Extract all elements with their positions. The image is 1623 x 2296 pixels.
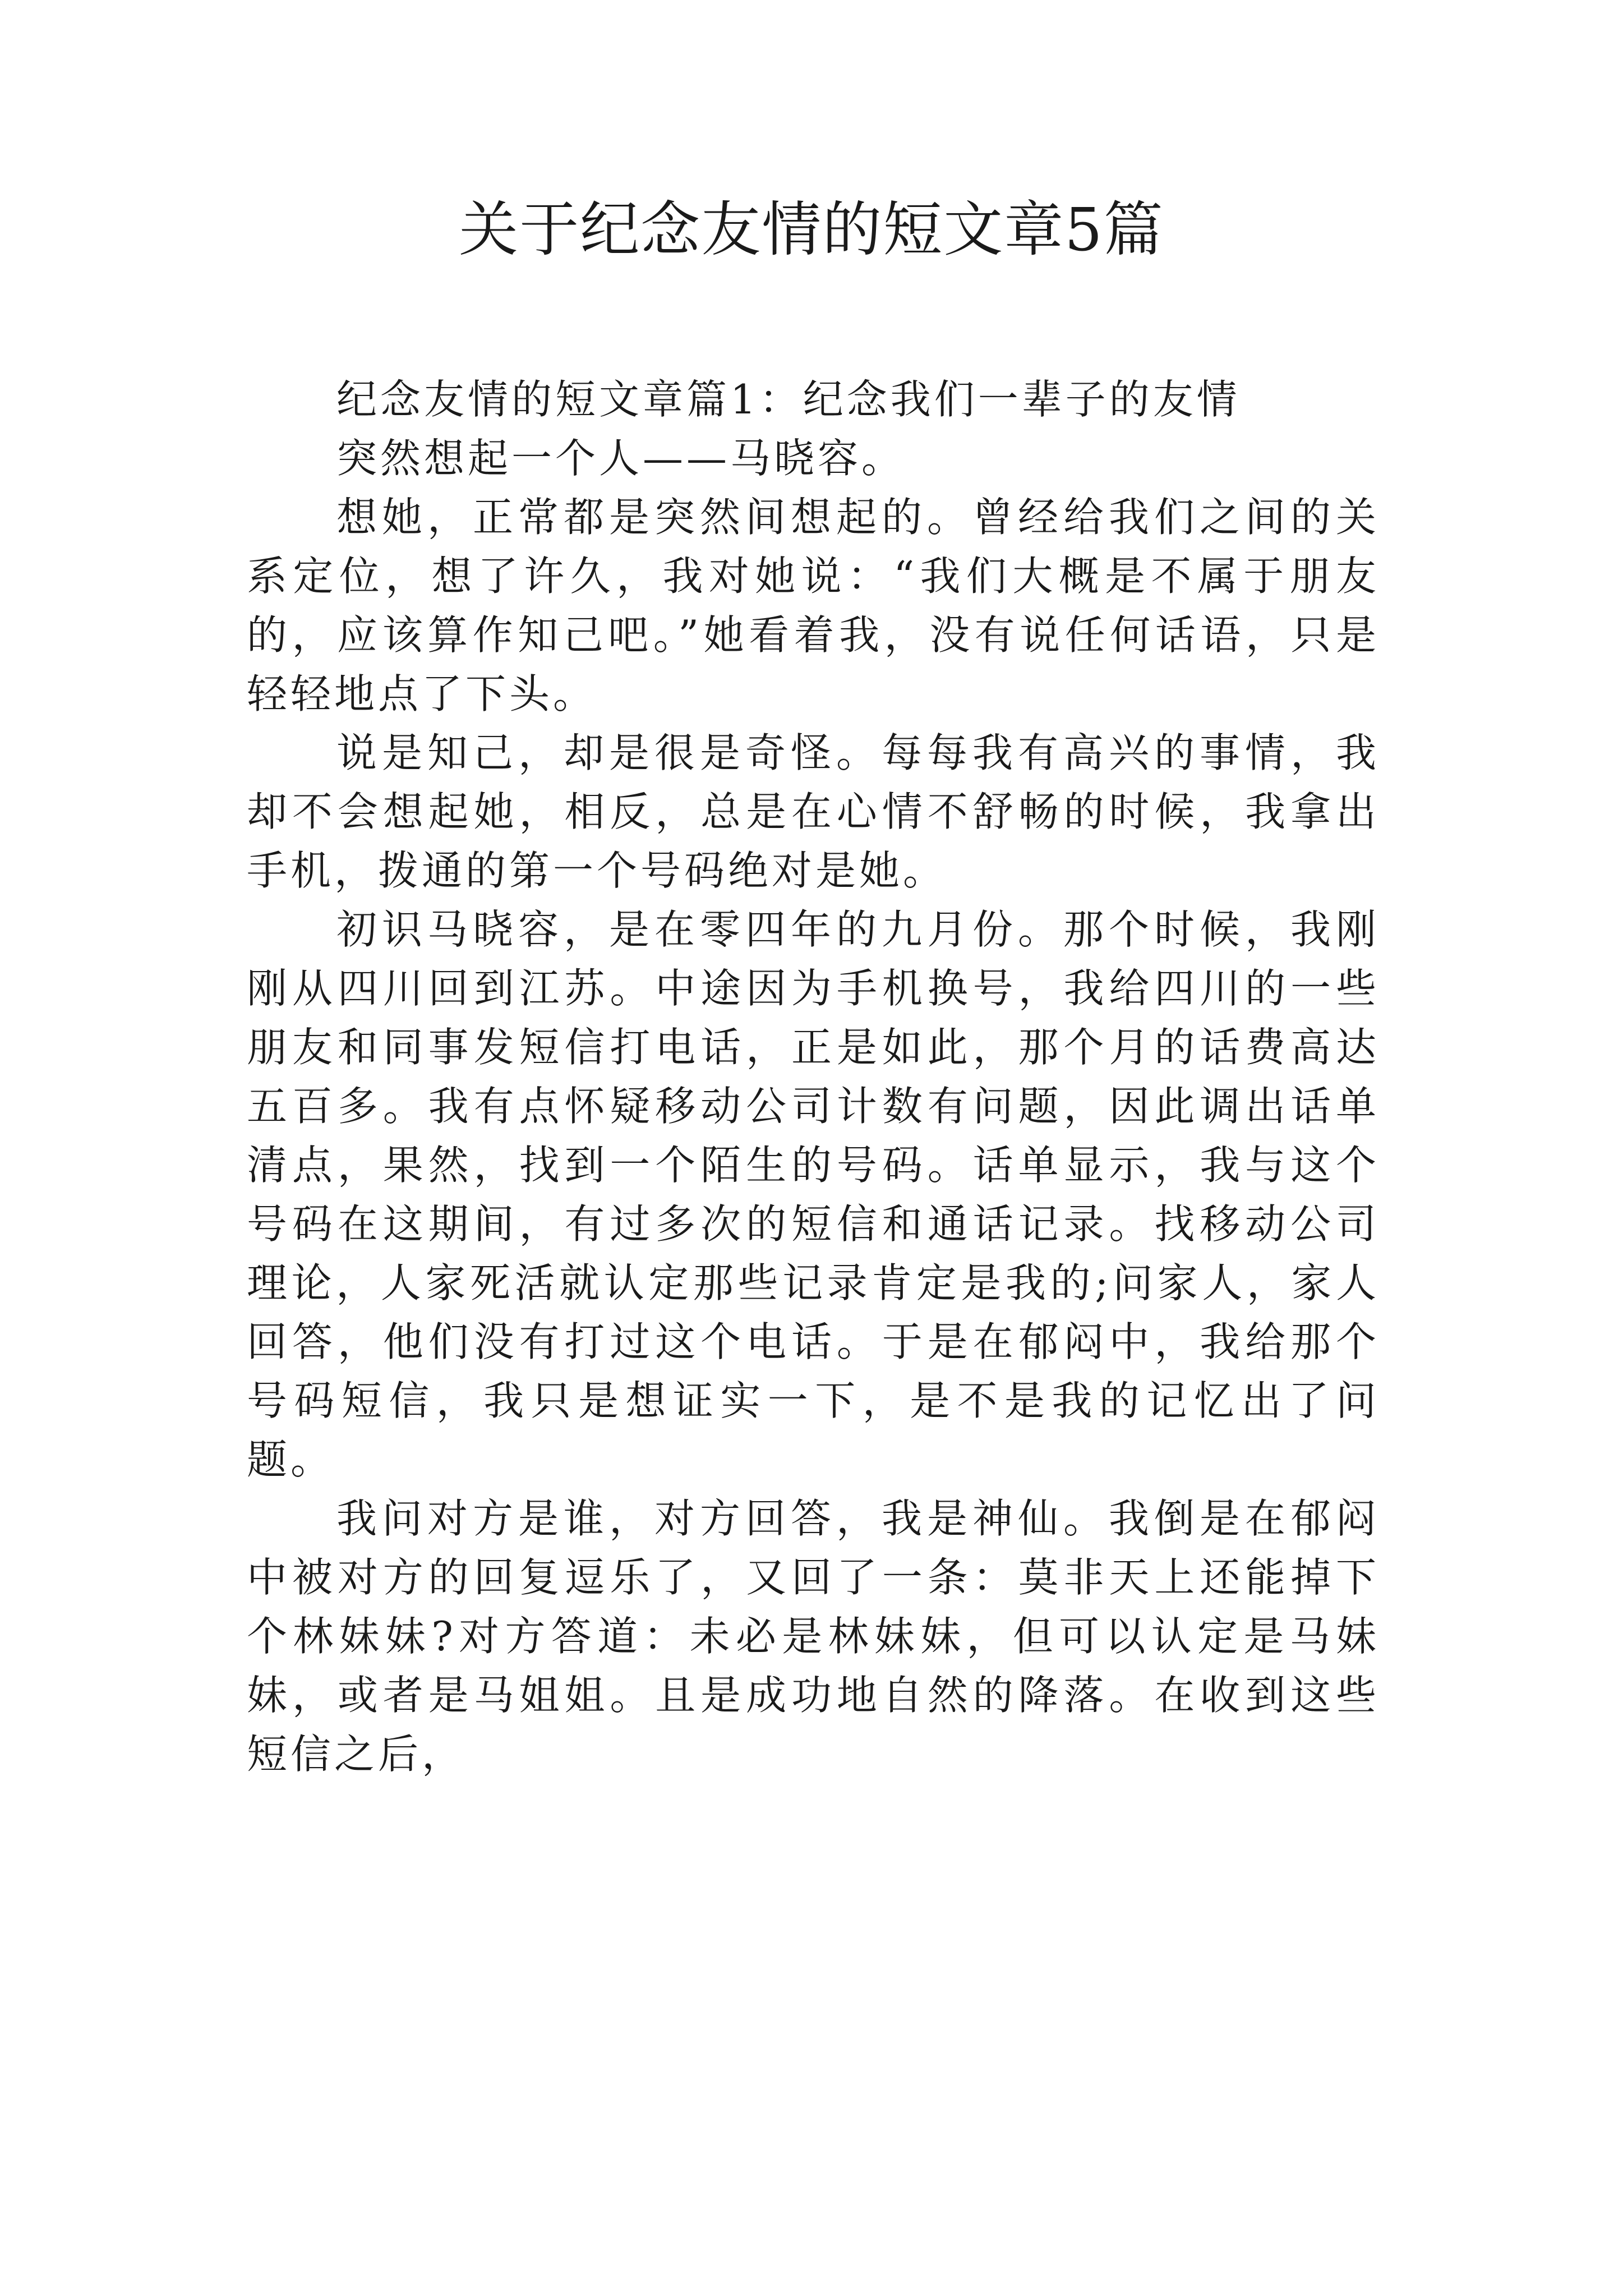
paragraph: 突然想起一个人——马晓容。 bbox=[336, 435, 906, 482]
document-body bbox=[247, 370, 1380, 1784]
paragraph: 想她，正常都是突然间想起的。曾经给我们之间的关系定位，想了许久，我对她说：“我们大概是不属于朋友的，应该算作知己吧。”她看着我，没有说任何话语，只是轻轻地点了下头。 bbox=[247, 494, 1380, 717]
paragraph: 我问对方是谁，对方回答，我是神仙。我倒是在郁闷中被对方的回复逗乐了，又回了一条：莫非天上还能掉下个林妹妹?对方答道：未必是林妹妹，但可以认定是马妹妹，或者是马姐姐。且是成功地自然的降落。在收到这些短信之后， bbox=[247, 1495, 1380, 1778]
paragraph: 说是知己，却是很是奇怪。每每我有高兴的事情，我却不会想起她，相反，总是在心情不舒畅的时候，我拿出手机，拨通的第一个号码绝对是她。 bbox=[247, 729, 1380, 894]
paragraph: 初识马晓容，是在零四年的九月份。那个时候，我刚刚从四川回到江苏。中途因为手机换号，我给四川的一些朋友和同事发短信打电话，正是如此，那个月的话费高达五百多。我有点怀疑移动公司计数有问题，因此调出话单清点，果然，找到一个陌生的号码。话单显示，我与这个号码在这期间，有过多次的短信和通话记录。找移动公司理论，人家死活就认定那些记录肯定是我的;问家人，家人回答，他们没有打过这个电话。于是在郁闷中，我给那个号码短信，我只是想证实一下，是不是我的记忆出了问题。 bbox=[247, 906, 1380, 1483]
paragraph-heading: 纪念友情的短文章篇1：纪念我们一辈子的友情 bbox=[336, 376, 1241, 423]
document-title: 关于纪念友情的短文章5篇 bbox=[459, 195, 1164, 264]
